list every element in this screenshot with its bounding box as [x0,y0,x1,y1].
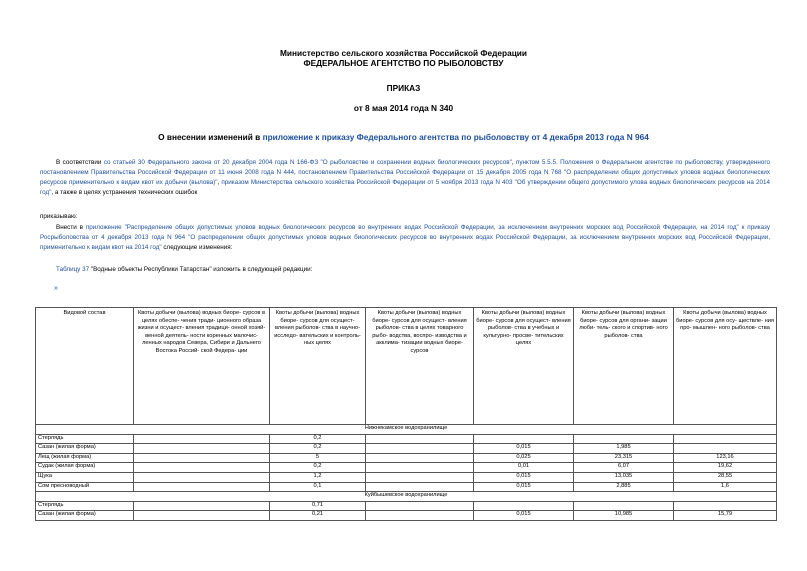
quota-cell: 1,2 [270,472,366,482]
quota-cell: 0,71 [270,501,366,511]
table-row [36,434,777,444]
amendment-paragraph [40,223,770,253]
quota-cell: 0,1 [270,482,366,492]
table-row [36,444,777,454]
quota-cell: 1,985 [574,444,674,454]
order-link[interactable]: приказом Министерства сельского хозяйства Российской Федерации от 5 ноября 2013 года N 403 "Об утверждении общего допустимого улова водных биологических ресурсов на 2014 год" [40,179,770,196]
preamble-text-c: , [293,169,299,176]
species-cell: Стерлядь [36,501,134,511]
quota-cell [366,463,474,473]
quota-cell [366,482,474,492]
quota-cell [134,463,270,473]
species-cell: Стерлядь [36,434,134,444]
quota-cell: 0,2 [270,444,366,454]
quota-cell [134,511,270,521]
column-header: Квоты добычи (вылова) водных биоре- сурсов для органи- зации люби- тель- ского и спортив- ного рыболов- ства [574,308,674,425]
species-cell: Сазан (жилая форма) [36,511,134,521]
quota-cell [674,501,777,511]
preamble-text-b: , [511,159,516,166]
quota-cell [366,472,474,482]
subject-link[interactable]: приложение к приказу Федерального агентства по рыболовству от 4 декабря 2013 года N 964 [262,132,649,142]
quota-cell: 23,315 [574,453,674,463]
quota-cell: 6,07 [574,463,674,473]
section-row [36,492,777,502]
decree-link[interactable]: постановлением Правительства Российской Федерации от 15 декабря 2005 года N 768 "О распределении общих допустимых уловов водных биологических ресурсов применительно к видам квот их добычи (вылова)" [40,169,771,186]
quota-cell: 10,985 [574,511,674,521]
quota-cell [134,453,270,463]
agency-name: ФЕДЕРАЛЬНОЕ АГЕНТСТВО ПО РЫБОЛОВСТВУ [303,58,504,68]
quota-cell: 2,885 [574,482,674,492]
quota-cell [134,501,270,511]
column-header: Квоты добычи (вылова) водных биоре- сурсов для осущест- вления рыболов- ства в учебных и культурно- просве- тительских целях [474,308,574,425]
preamble-text-d: , [217,179,222,186]
column-header: Видовой состав [36,308,134,425]
quota-cell: 13,035 [574,472,674,482]
column-header: Квоты добычи (вылова) водных биоре- сурсов в целях обеспе- чения тради- ционного образа жизни и осущест- вления традици- онной хозяй- венной деятель- ности коренных малочис- ленных народов Севера, Сибири и Дальнего Востока Россий- ской Федера- ции [134,308,270,425]
doc-date-number: от 8 мая 2014 года N 340 [353,103,454,113]
table-intro [56,265,786,275]
quota-cell: 19,62 [674,463,777,473]
quota-table [35,307,777,521]
quota-cell [366,501,474,511]
quota-cell [574,434,674,444]
quota-cell: 0,025 [474,453,574,463]
quota-cell [674,434,777,444]
species-cell: Судак (жилая форма) [36,463,134,473]
amendment-text-a: Внести в [56,224,86,231]
quota-cell: 0,015 [474,444,574,454]
species-cell: Лещ (жилая форма) [36,453,134,463]
column-header: Квоты добычи (вылова) водных биоре- сурсов для осущест- вления рыболов- ства в целях товарного рыбо- водства, воспро- изводства и акклима- тизации водных биоре- сурсов [366,308,474,425]
quota-cell [134,472,270,482]
quota-cell [474,434,574,444]
table-row [36,511,777,521]
section-title: Куйбышевское водохранилище [36,492,777,502]
amendment-text-b: следующие изменения: [161,244,233,251]
quota-cell: 0,015 [474,482,574,492]
section-title: Нижнекамское водохранилище [36,425,777,435]
quota-cell [134,434,270,444]
quota-cell: 1,6 [674,482,777,492]
table-row [36,501,777,511]
species-cell: Щука [36,472,134,482]
subject-prefix: О внесении изменений в [158,132,263,142]
doc-subject [0,132,807,142]
quota-cell: 0,015 [474,511,574,521]
table-row [36,482,777,492]
column-header: Квоты добычи (вылова) водных биоре- сурсов для осущест- вления рыболов- ства в научно- исследо- вательских и контроль- ных целях [270,308,366,425]
quota-cell: 123,16 [674,453,777,463]
quota-cell: 0,2 [270,463,366,473]
doc-type: ПРИКАЗ [386,83,421,93]
quota-cell: 15,79 [674,511,777,521]
quota-cell [674,444,777,454]
quota-cell [366,444,474,454]
preamble-text-e: , а также в целях устранения технических ошибок [51,189,198,196]
law-link[interactable]: со статьей 30 Федерального закона от 20 декабря 2004 года N 166-ФЗ "О рыболовстве и сохранении водных биологических ресурсов" [103,159,512,166]
order-word: приказываю: [40,213,78,220]
quota-cell: 5 [270,453,366,463]
table37-link[interactable]: Таблицу 37 [56,266,90,273]
quota-cell [366,453,474,463]
regulation-link[interactable]: пунктом 5.5.5. Положения о Федеральном агентстве по рыболовству, утвержденного постановлением Правительства Российской Федерации от 11 июня 2008 года N 444 [40,159,770,176]
preamble-paragraph [40,158,770,198]
quota-cell: 0,21 [270,511,366,521]
table-header-row [36,308,777,425]
quota-cell [134,444,270,454]
quota-cell [574,501,674,511]
quota-cell [366,511,474,521]
quota-cell: 0,01 [474,463,574,473]
species-cell: Сазан (жилая форма) [36,444,134,454]
appendix-link[interactable]: приложение "Распределение общих допустимых уловов водных биологических ресурсов во внутренних водах Российской Федерации, за исключением внутренних морских вод Российской Федерации, на 2014 год" к приказу Росрыболовства от 4 декабря 2013 года N 964 "О распределении общих допустимых уловов водных биологических ресурсов во внутренних водах Российской Федерации, за исключением внутренних морских вод Российской Федерации, применительно к видам квот на 2014 год" [40,224,770,251]
quota-cell: 28,55 [674,472,777,482]
table-row [36,472,777,482]
species-cell: Сом пресноводный [36,482,134,492]
preamble-text-a: В соответствии [56,159,104,166]
table-row [36,463,777,473]
quota-cell [366,434,474,444]
table-intro-text: "Водные объекты Республики Татарстан" изложить в следующей редакции: [89,266,313,273]
quota-cell: 0,015 [474,472,574,482]
table-row [36,453,777,463]
column-header: Квоты добычи (вылова) водных биоре- сурсов для осу- ществле- ния про- мышлен- ного рыболов- ства [674,308,777,425]
quote-marker: » [54,285,58,292]
section-row [36,425,777,435]
quota-cell [134,482,270,492]
quota-cell: 0,2 [270,434,366,444]
ministry-name: Министерство сельского хозяйства Российской Федерации [280,48,527,58]
quota-cell [474,501,574,511]
